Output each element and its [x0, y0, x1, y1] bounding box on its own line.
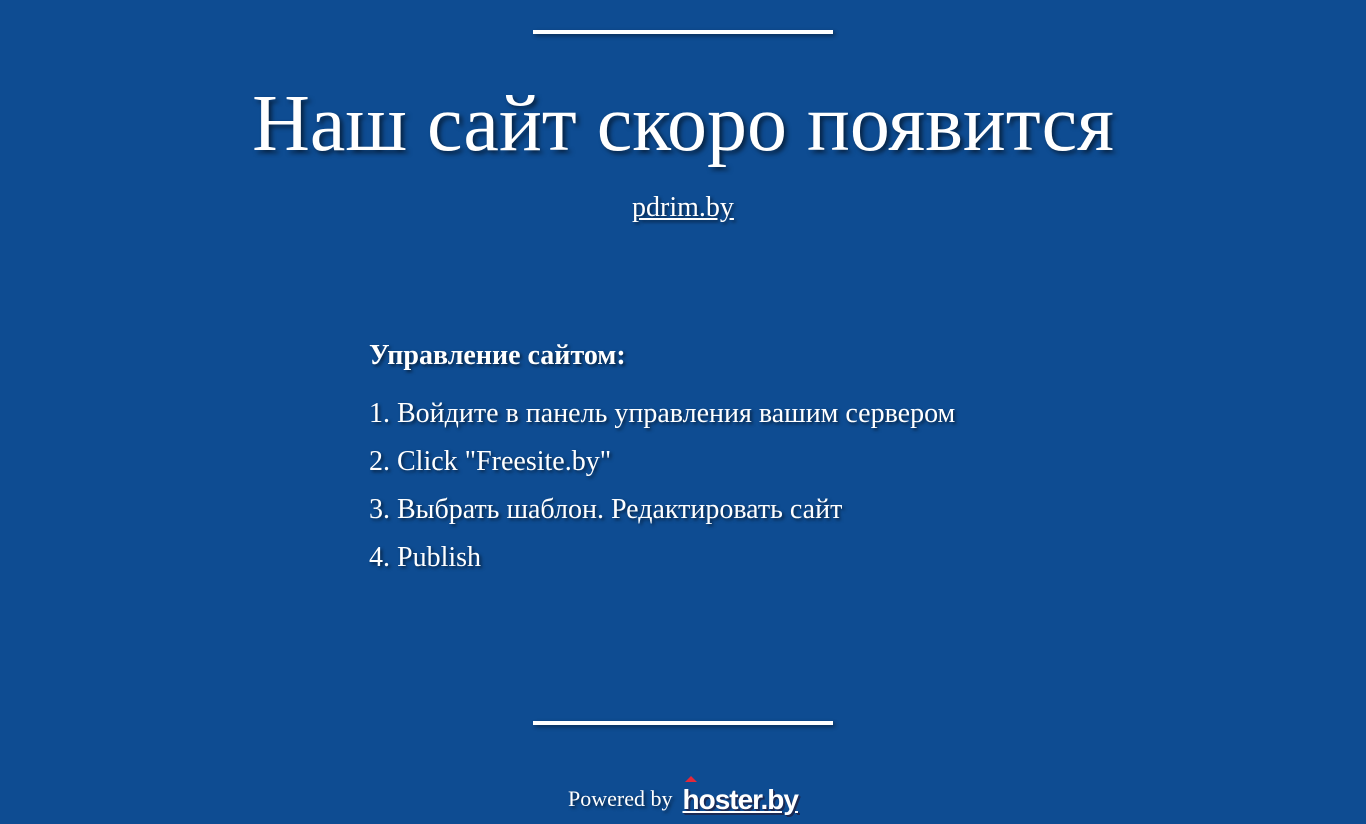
- logo-roof-icon: [685, 776, 697, 782]
- domain-link[interactable]: pdrim.by: [632, 192, 734, 223]
- management-heading: Управление сайтом:: [369, 340, 626, 371]
- logo-text: hoster.by: [682, 784, 798, 815]
- domain-link-wrapper: [0, 190, 1366, 226]
- page-title: Наш сайт скоро появится: [252, 80, 1114, 168]
- step-item: 2. Click "Freesite.by": [369, 446, 612, 477]
- footer: [0, 776, 1366, 816]
- step-item: 4. Publish: [369, 542, 482, 573]
- site-management-section: [369, 336, 1089, 582]
- step-item: 3. Выбрать шаблон. Редактировать сайт: [369, 494, 843, 525]
- management-steps: [369, 390, 1089, 582]
- bottom-divider: [533, 721, 833, 725]
- hoster-logo[interactable]: [683, 776, 798, 816]
- powered-by-label: Powered by: [568, 786, 673, 811]
- top-divider: [533, 30, 833, 34]
- step-item: 1. Войдите в панель управления вашим сервером: [369, 398, 956, 429]
